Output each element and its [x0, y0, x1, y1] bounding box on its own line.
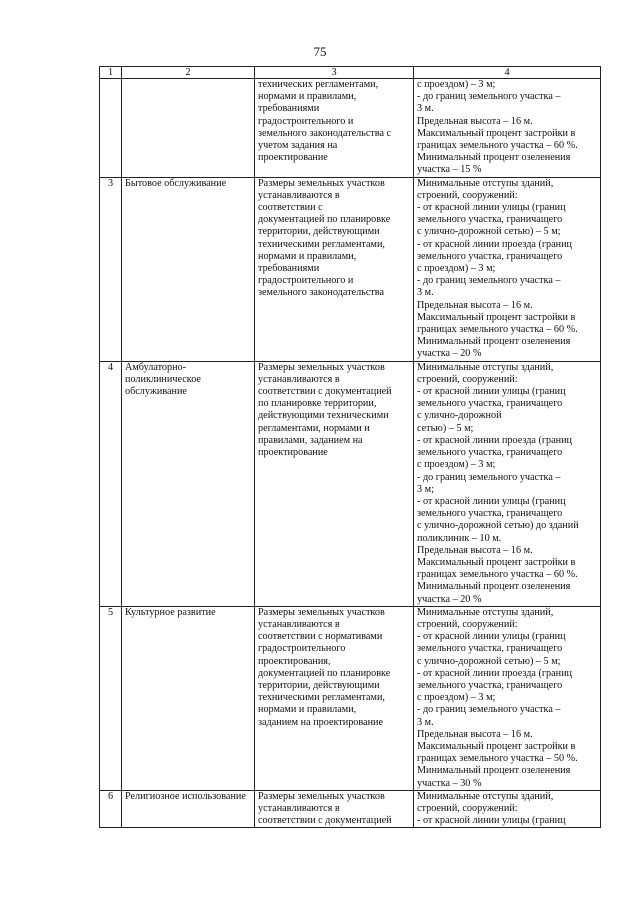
text-line: Максимальный процент застройки в — [417, 556, 576, 568]
plot-size-requirements — [255, 790, 414, 828]
text-line: требованиями — [258, 103, 320, 115]
text-line: градостроительного и — [258, 275, 354, 287]
row-number — [100, 79, 122, 178]
text-line: территории, действующими — [258, 226, 380, 238]
table-row — [100, 177, 601, 361]
regulations-table — [99, 66, 601, 828]
building-parameters — [414, 361, 601, 606]
text-line: 3 м; — [417, 483, 434, 495]
row-number: 5 — [100, 606, 122, 790]
text-line: с улично-дорожной сетью) – 5 м; — [417, 655, 561, 667]
text-line: Минимальный процент озеленения — [417, 765, 571, 777]
text-line: участка – 20 % — [417, 593, 482, 605]
text-line: действующими техническими — [258, 410, 389, 422]
text-line: устанавливаются в — [258, 189, 340, 201]
text-line: проектирование — [258, 447, 328, 459]
text-line: устанавливаются в — [258, 373, 340, 385]
text-line: Минимальные отступы зданий, — [417, 606, 554, 618]
building-parameters — [414, 79, 601, 178]
text-line: 3 м. — [417, 103, 434, 115]
text-line: соответствии с нормативами — [258, 631, 383, 643]
text-line: Размеры земельных участков — [258, 790, 385, 802]
plot-size-requirements — [255, 177, 414, 361]
table-row — [100, 361, 601, 606]
text-line: 3 м. — [417, 716, 434, 728]
text-line: земельного законодательства — [258, 287, 384, 299]
header-col-3: 3 — [255, 67, 414, 79]
row-number: 4 — [100, 361, 122, 606]
text-line: земельного участка, граничащего — [417, 508, 563, 520]
text-line: заданием на проектирование — [258, 716, 384, 728]
text-line: нормами и правилами, — [258, 91, 357, 103]
text-line: - от красной линии улицы (границ — [417, 815, 566, 827]
text-line: требованиями — [258, 263, 320, 275]
text-line: проектирования, — [258, 655, 331, 667]
text-line: градостроительного — [258, 643, 346, 655]
text-line: - до границ земельного участка – — [417, 275, 561, 287]
plot-size-requirements — [255, 79, 414, 178]
building-parameters — [414, 606, 601, 790]
text-line: - до границ земельного участка – — [417, 471, 561, 483]
text-line: строений, сооружений: — [417, 618, 518, 630]
text-line: территории, действующими — [258, 679, 380, 691]
text-line: Минимальные отступы зданий, — [417, 177, 554, 189]
text-line: земельного участка, граничащего — [417, 447, 563, 459]
plot-size-requirements — [255, 361, 414, 606]
text-line: земельного законодательства с — [258, 127, 392, 139]
text-line: - от красной линии проезда (границ — [417, 238, 573, 250]
header-col-2: 2 — [122, 67, 255, 79]
row-number: 3 — [100, 177, 122, 361]
text-line: учетом задания на — [258, 140, 338, 152]
text-line: правилами, заданием на — [258, 434, 363, 446]
text-line: - до границ земельного участка – — [417, 91, 561, 103]
text-line: соответствии с документацией — [258, 815, 392, 827]
text-line: границах земельного участка – 50 %. — [417, 753, 578, 765]
table-body — [100, 79, 601, 828]
text-line: земельного участка, граничащего — [417, 679, 563, 691]
use-type-name: Религиозное использование — [122, 790, 255, 828]
text-line: - от красной линии проезда (границ — [417, 434, 573, 446]
text-line: с проездом) – 3 м; — [417, 459, 496, 471]
text-line: Минимальные отступы зданий, — [417, 790, 554, 802]
text-line: строений, сооружений: — [417, 189, 518, 201]
use-type-name: Амбулаторно-поликлиническое обслуживание — [122, 361, 255, 606]
row-number: 6 — [100, 790, 122, 828]
text-line: - от красной линии улицы (границ — [417, 202, 566, 214]
text-line: строений, сооружений: — [417, 373, 518, 385]
text-line: границах земельного участка – 60 %. — [417, 569, 578, 581]
text-line: проектирование — [258, 152, 328, 164]
text-line: земельного участка, граничащего — [417, 214, 563, 226]
building-parameters — [414, 790, 601, 828]
text-line: с проездом) – 3 м; — [417, 692, 496, 704]
use-type-name: Бытовое обслуживание — [122, 177, 255, 361]
use-type-name — [122, 79, 255, 178]
text-line: по планировке территории, — [258, 398, 377, 410]
text-line: Максимальный процент застройки в — [417, 127, 576, 139]
text-line: техническими регламентами, — [258, 238, 385, 250]
text-line: Минимальные отступы зданий, — [417, 361, 554, 373]
table-header-row — [100, 67, 601, 79]
building-parameters — [414, 177, 601, 361]
text-line: документацией по планировке — [258, 214, 391, 226]
text-line: - от красной линии улицы (границ — [417, 631, 566, 643]
text-line: Предельная высота – 16 м. — [417, 115, 533, 127]
text-line: участка – 15 % — [417, 164, 482, 176]
text-line: градостроительного и — [258, 115, 354, 127]
text-line: соответствии с документацией — [258, 386, 392, 398]
text-line: Размеры земельных участков — [258, 361, 385, 373]
text-line: нормами и правилами, — [258, 704, 357, 716]
text-line: с улично-дорожной сетью) до зданий — [417, 520, 579, 532]
text-line: Предельная высота – 16 м. — [417, 299, 533, 311]
text-line: земельного участка, граничащего — [417, 398, 563, 410]
use-type-name: Культурное развитие — [122, 606, 255, 790]
text-line: устанавливаются в — [258, 618, 340, 630]
text-line: технических регламентами, — [258, 79, 379, 90]
table-row — [100, 606, 601, 790]
text-line: сетью) – 5 м; — [417, 422, 474, 434]
table-row — [100, 790, 601, 828]
text-line: участка – 30 % — [417, 777, 482, 789]
text-line: Минимальный процент озеленения — [417, 336, 571, 348]
header-col-4: 4 — [414, 67, 601, 79]
text-line: соответствии с — [258, 202, 323, 214]
text-line: документацией по планировке — [258, 667, 391, 679]
text-line: строений, сооружений: — [417, 802, 518, 814]
text-line: Максимальный процент застройки в — [417, 311, 576, 323]
text-line: земельного участка, граничащего — [417, 643, 563, 655]
text-line: с проездом) – 3 м; — [417, 263, 496, 275]
text-line: границах земельного участка – 60 %. — [417, 140, 578, 152]
text-line: - от красной линии проезда (границ — [417, 667, 573, 679]
text-line: устанавливаются в — [258, 802, 340, 814]
text-line: с улично-дорожной — [417, 410, 502, 422]
text-line: участка – 20 % — [417, 348, 482, 360]
text-line: - до границ земельного участка – — [417, 704, 561, 716]
text-line: Минимальный процент озеленения — [417, 152, 571, 164]
table-row — [100, 79, 601, 178]
text-line: границах земельного участка – 60 %. — [417, 324, 578, 336]
text-line: Минимальный процент озеленения — [417, 581, 571, 593]
text-line: земельного участка, граничащего — [417, 250, 563, 262]
text-line: - от красной линии улицы (границ — [417, 386, 566, 398]
text-line: с проездом) – 3 м; — [417, 79, 496, 90]
text-line: Предельная высота – 16 м. — [417, 728, 533, 740]
text-line: нормами и правилами, — [258, 250, 357, 262]
text-line: поликлиник – 10 м. — [417, 532, 502, 544]
text-line: Предельная высота – 16 м. — [417, 544, 533, 556]
plot-size-requirements — [255, 606, 414, 790]
text-line: регламентами, нормами и — [258, 422, 370, 434]
header-col-1: 1 — [100, 67, 122, 79]
text-line: - от красной линии улицы (границ — [417, 495, 566, 507]
text-line: техническими регламентами, — [258, 692, 385, 704]
text-line: Размеры земельных участков — [258, 606, 385, 618]
text-line: Размеры земельных участков — [258, 177, 385, 189]
text-line: 3 м. — [417, 287, 434, 299]
page-number: 75 — [313, 44, 327, 59]
text-line: Максимальный процент застройки в — [417, 740, 576, 752]
text-line: с улично-дорожной сетью) – 5 м; — [417, 226, 561, 238]
